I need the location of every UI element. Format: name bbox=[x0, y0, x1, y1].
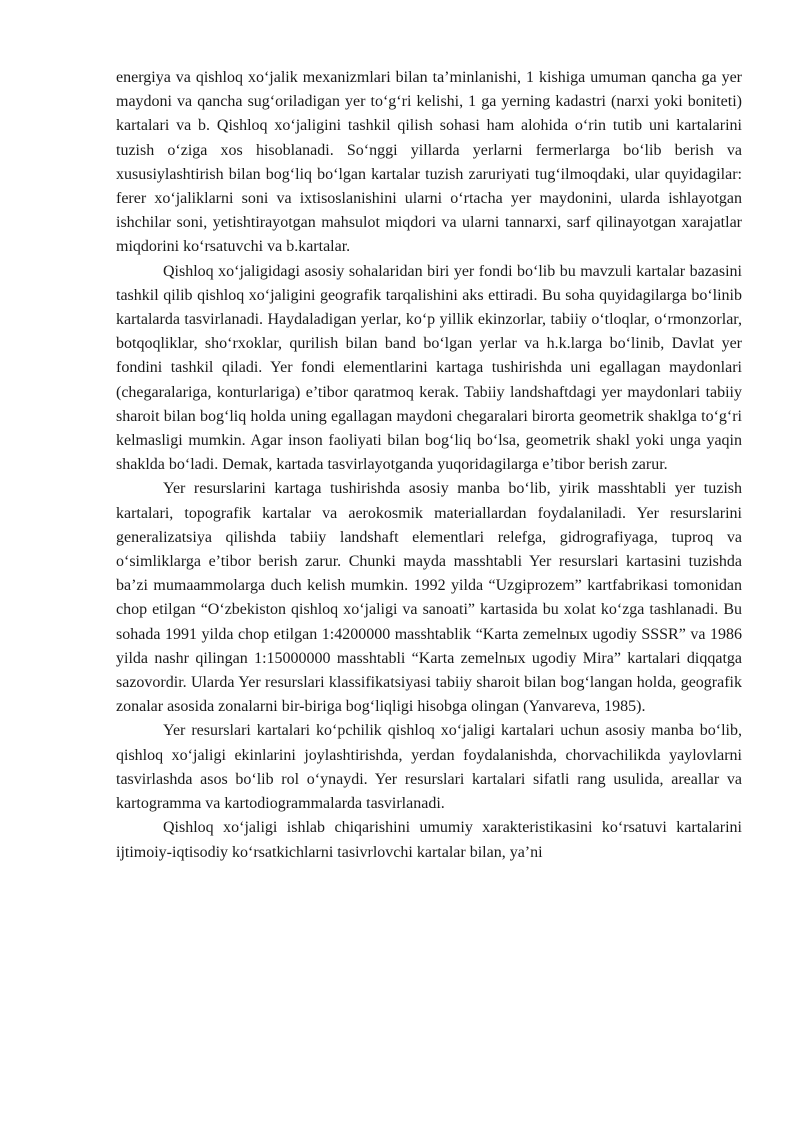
document-page bbox=[116, 66, 742, 865]
paragraph-agriculture-characteristics: Qishloq xo‘jaligi ishlab chiqarishini umumiy xarakteristikasini ko‘rsatuvi kartalarini ijtimoiy-iqtisodiy ko‘rsatkichlarni tasivrlovchi kartalar bilan, ya’ni bbox=[116, 819, 742, 861]
paragraph-continuation: energiya va qishloq xo‘jalik mexanizmlari bilan ta’minlanishi, 1 kishiga umuman qancha ga yer maydoni va qancha sug‘oriladigan yer to‘g‘ri kelishi, 1 ga yerning kadastri (narxi yoki boniteti) kartalari va b. Qishloq xo‘jaligini tashkil qilish sohasi ham alohida o‘rin tutib uni kartalarini tuzish o‘ziga xos hisoblanadi. So‘nggi yillarda yerlarni fermerlarga bo‘lib berish va xususiylashtirish bilan bog‘liq bo‘lgan kartalar tuzish zaruriyati tug‘ilmoqdaki, ular quyidagilar: ferer xo‘jaliklarni soni va ixtisoslanishini ularni o‘rtacha yer maydonini, ularda ishlayotgan ishchilar soni, yetishtirayotgan mahsulot miqdori va ularni tannarxi, sarf qilinayotgan xarajatlar miqdorini ko‘rsatuvchi va b.kartalar. bbox=[116, 69, 742, 256]
paragraph-land-resources-maps: Yer resurslari kartalari ko‘pchilik qishloq xo‘jaligi kartalari uchun asosiy manba bo‘lib, qishloq xo‘jaligi ekinlarini joylashtirishda, yerdan foydalanishda, chorvachilikda yaylovlarni tasvirlashda asos bo‘lib rol o‘ynaydi. Yer resurslari kartalari sifatli rang usulida, areallar va kartogramma va kartodiogrammalarda tasvirlanadi. bbox=[116, 722, 742, 813]
paragraph-land-fund: Qishloq xo‘jaligidagi asosiy sohalaridan biri yer fondi bo‘lib bu mavzuli kartalar bazasini tashkil qilib qishloq xo‘jaligini geografik tarqalishini aks ettiradi. Bu soha quyidagilarga bo‘linib kartalarda tasvirlanadi. Haydaladigan yerlar, ko‘p yillik ekinzorlar, tabiiy o‘tloqlar, o‘rmonzorlar, botqoqliklar, sho‘rxoklar, qurilish bilan band bo‘lgan yerlar va h.k.larga bo‘linib, Davlat yer fondini tashkil qiladi. Yer fondi elementlarini kartaga tushirishda uni egallagan maydonlari (chegaralariga, konturlariga) e’tibor qaratmoq kerak. Tabiiy landshaftdagi yer maydonlari tabiiy sharoit bilan bog‘liq holda uning egallagan maydoni chegaralari birorta geometrik shaklga to‘g‘ri kelmasligi mumkin. Agar inson faoliyati bilan bog‘liq bo‘lsa, geometrik shakl yoki unga yaqin shaklda bo‘ladi. Demak, kartada tasvirlayotganda yuqoridagilarga e’tibor berish zarur. bbox=[116, 262, 742, 474]
paragraph-land-resources-mapping: Yer resurslarini kartaga tushirishda asosiy manba bo‘lib, yirik masshtabli yer tuzish kartalari, topografik kartalar va aerokosmik materiallardan foydalaniladi. Yer resurslarini generalizatsiya qilishda tabiiy landshaft elementlari relefga, gidrografiyaga, tuproq va o‘simliklarga e’tibor berish zarur. Chunki mayda masshtabli Yer resurslari kartasini tuzishda ba’zi mumaammolarga duch kelish mumkin. 1992 yilda “Uzgiprozem” kartfabrikasi tomonidan chop etilgan “O‘zbekiston qishloq xo‘jaligi va sanoati” kartasida bu xolat ko‘zga tashlanadi. Bu sohada 1991 yilda chop etilgan 1:4200000 masshtablik “Karta zemelnых ugodiy SSSR” va 1986 yilda nashr qilingan 1:15000000 masshtabli “Karta zemelnых ugodiy Mira” kartalari diqqatga sazovordir. Ularda Yer resurslari klassifikatsiyasi tabiiy sharoit bilan bog‘langan holda, geografik zonalar asosida zonalarni bir-biriga bog‘liqligi hisobga olingan (Yanvareva, 1985). bbox=[116, 480, 742, 716]
